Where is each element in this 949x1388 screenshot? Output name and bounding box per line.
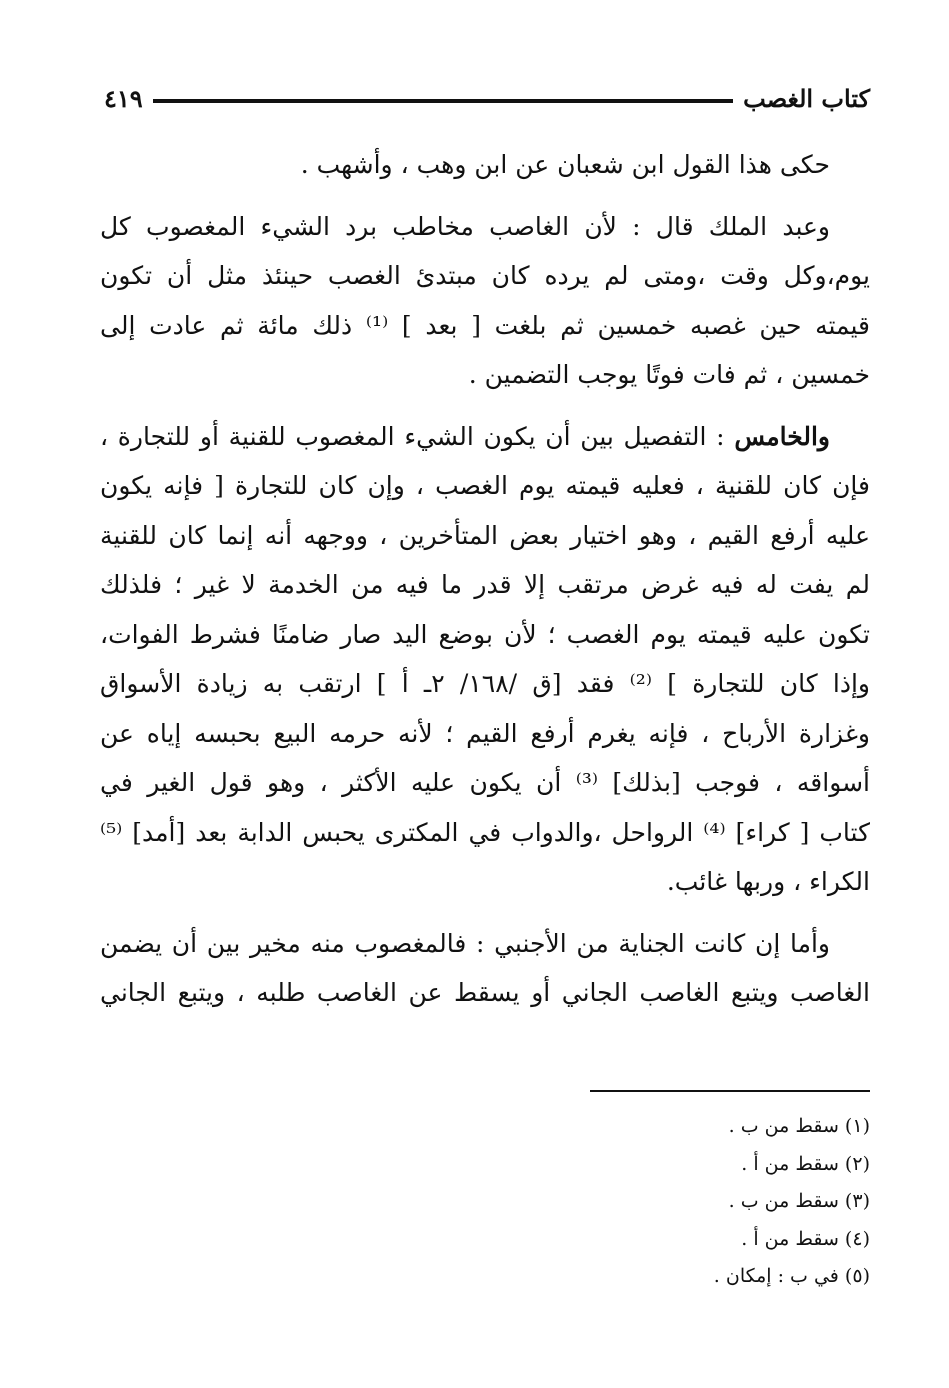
text-line: وغزارة الأرباح ، فإنه يغرم أرفع القيم ؛ لأنه حرمه البيع بحبسه إياه عن bbox=[100, 718, 870, 748]
footnote-4: (٤) سقط من أ . bbox=[741, 1227, 870, 1250]
text-line: وإذا كان للتجارة ] ⁽²⁾ فقد [ق /١٦٨/ ٢ـ أ ] ارتقب به زيادة الأسواق bbox=[100, 669, 870, 698]
footnote-2: (٢) سقط من أ . bbox=[741, 1152, 870, 1175]
text-line: فإن كان للقنية ، فعليه قيمته يوم الغصب ، وإن كان للتجارة [ فإنه يكون bbox=[100, 471, 870, 500]
text-line: حكى هذا القول ابن شعبان عن ابن وهب ، وأشهب . bbox=[300, 150, 830, 179]
footnotes bbox=[560, 1108, 870, 1296]
paragraph-2 bbox=[100, 202, 870, 400]
header-rule bbox=[153, 99, 733, 103]
text-line: وأما إن كانت الجناية من الأجنبي : فالمغصوب منه مخير بين أن يضمن bbox=[100, 928, 830, 958]
paragraph-4 bbox=[100, 919, 870, 1018]
text-line-rest: : التفصيل بين أن يكون الشيء المغصوب للقنية أو للتجارة ، bbox=[100, 421, 725, 451]
chapter-title: كتاب الغصب bbox=[743, 83, 870, 113]
running-header bbox=[104, 78, 870, 118]
footnote-1: (١) سقط من ب . bbox=[728, 1115, 870, 1137]
paragraph-3 bbox=[100, 412, 870, 907]
text-line: الغاصب ويتبع الغاصب الجاني أو يسقط عن الغاصب طلبه ، ويتبع الجاني bbox=[100, 978, 870, 1007]
lead-word: والخامس bbox=[734, 421, 830, 451]
text-line: كتاب [ كراء] ⁽⁴⁾ الرواحل ،والدواب في المكترى يحبس الدابة بعد [أمد] ⁽⁵⁾ bbox=[100, 817, 870, 847]
text-line: خمسين ، ثم فات فوتًا يوجب التضمين . bbox=[468, 360, 870, 389]
footnote-separator bbox=[590, 1090, 870, 1092]
text-line: وعبد الملك قال : لأن الغاصب مخاطب برد الشيء المغصوب كل bbox=[100, 211, 830, 241]
text-line: أسواقه ، فوجب [بذلك] ⁽³⁾ أن يكون عليه الأكثر ، وهو قول الغير في bbox=[100, 768, 870, 797]
text-line: تكون عليه قيمته يوم الغصب ؛ لأن بوضع اليد صار ضامنًا فشرط الفوات، bbox=[100, 619, 870, 649]
page-number: ٤١٩ bbox=[104, 83, 143, 113]
text-line-with-lead bbox=[100, 412, 870, 462]
paragraph-1 bbox=[100, 140, 870, 190]
text-line: عليه أرفع القيم ، وهو اختيار بعض المتأخرين ، ووجهه أنه إنما كان للقنية bbox=[100, 520, 870, 550]
footnote-3: (٣) سقط من ب . bbox=[728, 1190, 870, 1212]
text-line: يوم،وكل وقت ،ومتى لم يرده كان مبتدئ الغصب حينئذ مثل أن تكون bbox=[100, 261, 870, 290]
text-line: لم يفت له فيه غرض مرتقب إلا قدر ما فيه من الخدمة لا غير ؛ فلذلك bbox=[100, 570, 870, 599]
footnote-5: (٥) في ب : إمكان . bbox=[713, 1265, 870, 1287]
text-line: الكراء ، وربها غائب. bbox=[666, 867, 870, 896]
text-line: قيمته حين غصبه خمسين ثم بلغت [ بعد ] ⁽¹⁾ ذلك مائة ثم عادت إلى bbox=[100, 310, 870, 340]
main-text bbox=[100, 140, 870, 1030]
